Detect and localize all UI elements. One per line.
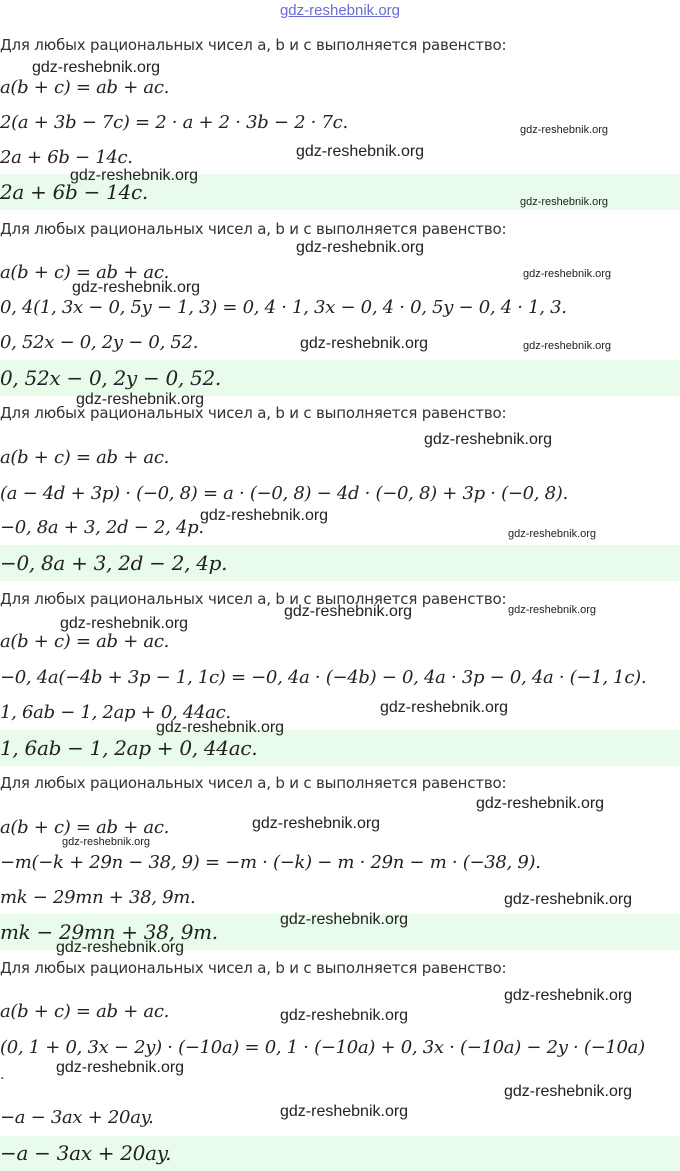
result-step: −a − 3ax + 20ay. <box>0 1107 154 1128</box>
watermark: gdz-reshebnik.org <box>520 196 609 208</box>
watermark: gdz-reshebnik.org <box>252 815 381 832</box>
intro-text: Для любых рациональных чисел a, b и c выполняется равенство: <box>0 220 507 238</box>
result-step: 1, 6ab − 1, 2ap + 0, 44ac. <box>0 702 231 723</box>
answer-row: 2a + 6b − 14c. <box>0 174 680 210</box>
expansion-step: 0, 4(1, 3x − 0, 5y − 1, 3) = 0, 4 · 1, 3x − 0, 4 · 0, 5y − 0, 4 · 1, 3. <box>0 297 567 318</box>
result-step: 2a + 6b − 14c. <box>0 147 133 168</box>
expansion-step: (a − 4d + 3p) · (−0, 8) = a · (−0, 8) − 4d · (−0, 8) + 3p · (−0, 8). <box>0 483 568 504</box>
expansion-step: −0, 4a(−4b + 3p − 1, 1c) = −0, 4a · (−4b) − 0, 4a · 3p − 0, 4a · (−1, 1c). <box>0 667 647 688</box>
answer-row: mk − 29mn + 38, 9m. <box>0 914 680 950</box>
expansion-step: 2(a + 3b − 7c) = 2 · a + 2 · 3b − 2 · 7c. <box>0 112 348 133</box>
watermark: gdz-reshebnik.org <box>424 431 553 448</box>
watermark: gdz-reshebnik.org <box>380 699 509 716</box>
answer-row: 1, 6ab − 1, 2ap + 0, 44ac. <box>0 730 680 766</box>
intro-text: Для любых рациональных чисел a, b и c выполняется равенство: <box>0 404 507 422</box>
intro-text: Для любых рациональных чисел a, b и c выполняется равенство: <box>0 36 507 54</box>
watermark: gdz-reshebnik.org <box>60 615 189 632</box>
distributive-law: a(b + c) = ab + ac. <box>0 631 170 652</box>
watermark: gdz-reshebnik.org <box>72 279 201 296</box>
watermark: gdz-reshebnik.org <box>76 391 205 408</box>
expansion-step: −m(−k + 29n − 38, 9) = −m · (−k) − m · 29n − m · (−38, 9). <box>0 852 541 873</box>
watermark: gdz-reshebnik.org <box>62 836 151 848</box>
intro-text: Для любых рациональных чисел a, b и c выполняется равенство: <box>0 959 507 977</box>
answer-row: −a − 3ax + 20ay. <box>0 1136 680 1171</box>
watermark: gdz-reshebnik.org <box>504 891 633 908</box>
watermark: gdz-reshebnik.org <box>280 1103 409 1120</box>
result-step: −0, 8a + 3, 2d − 2, 4p. <box>0 517 204 538</box>
expansion-continuation: . <box>0 1067 5 1083</box>
distributive-law: a(b + c) = ab + ac. <box>0 77 170 98</box>
intro-text: Для любых рациональных чисел a, b и c выполняется равенство: <box>0 774 507 792</box>
watermark: gdz-reshebnik.org <box>523 268 612 280</box>
watermark: gdz-reshebnik.org <box>280 1007 409 1024</box>
watermark: gdz-reshebnik.org <box>520 124 609 136</box>
watermark: gdz-reshebnik.org <box>476 795 605 812</box>
watermark: gdz-reshebnik.org <box>296 239 425 256</box>
watermark: gdz-reshebnik.org <box>284 603 413 620</box>
result-step: mk − 29mn + 38, 9m. <box>0 887 196 908</box>
expansion-step: (0, 1 + 0, 3x − 2y) · (−10a) = 0, 1 · (−10a) + 0, 3x · (−10a) − 2y · (−10a) <box>0 1037 645 1058</box>
watermark: gdz-reshebnik.org <box>32 59 161 76</box>
watermark: gdz-reshebnik.org <box>508 528 597 540</box>
watermark: gdz-reshebnik.org <box>280 911 409 928</box>
watermark: gdz-reshebnik.org <box>156 719 285 736</box>
answer-row: 0, 52x − 0, 2y − 0, 52. <box>0 360 680 396</box>
watermark: gdz-reshebnik.org <box>504 1083 633 1100</box>
watermark: gdz-reshebnik.org <box>56 939 185 956</box>
watermark: gdz-reshebnik.org <box>296 143 425 160</box>
watermark: gdz-reshebnik.org <box>508 604 597 616</box>
distributive-law: a(b + c) = ab + ac. <box>0 447 170 468</box>
answer-row: −0, 8a + 3, 2d − 2, 4p. <box>0 545 680 581</box>
header-watermark[interactable]: gdz-reshebnik.org <box>279 2 401 19</box>
watermark: gdz-reshebnik.org <box>504 987 633 1004</box>
watermark: gdz-reshebnik.org <box>56 1059 185 1076</box>
intro-text: Для любых рациональных чисел a, b и c выполняется равенство: <box>0 590 507 608</box>
watermark: gdz-reshebnik.org <box>523 340 612 352</box>
watermark: gdz-reshebnik.org <box>200 507 329 524</box>
distributive-law: a(b + c) = ab + ac. <box>0 817 170 838</box>
result-step: 0, 52x − 0, 2y − 0, 52. <box>0 332 199 353</box>
distributive-law: a(b + c) = ab + ac. <box>0 262 170 283</box>
distributive-law: a(b + c) = ab + ac. <box>0 1001 170 1022</box>
watermark: gdz-reshebnik.org <box>300 335 429 352</box>
watermark: gdz-reshebnik.org <box>70 167 199 184</box>
